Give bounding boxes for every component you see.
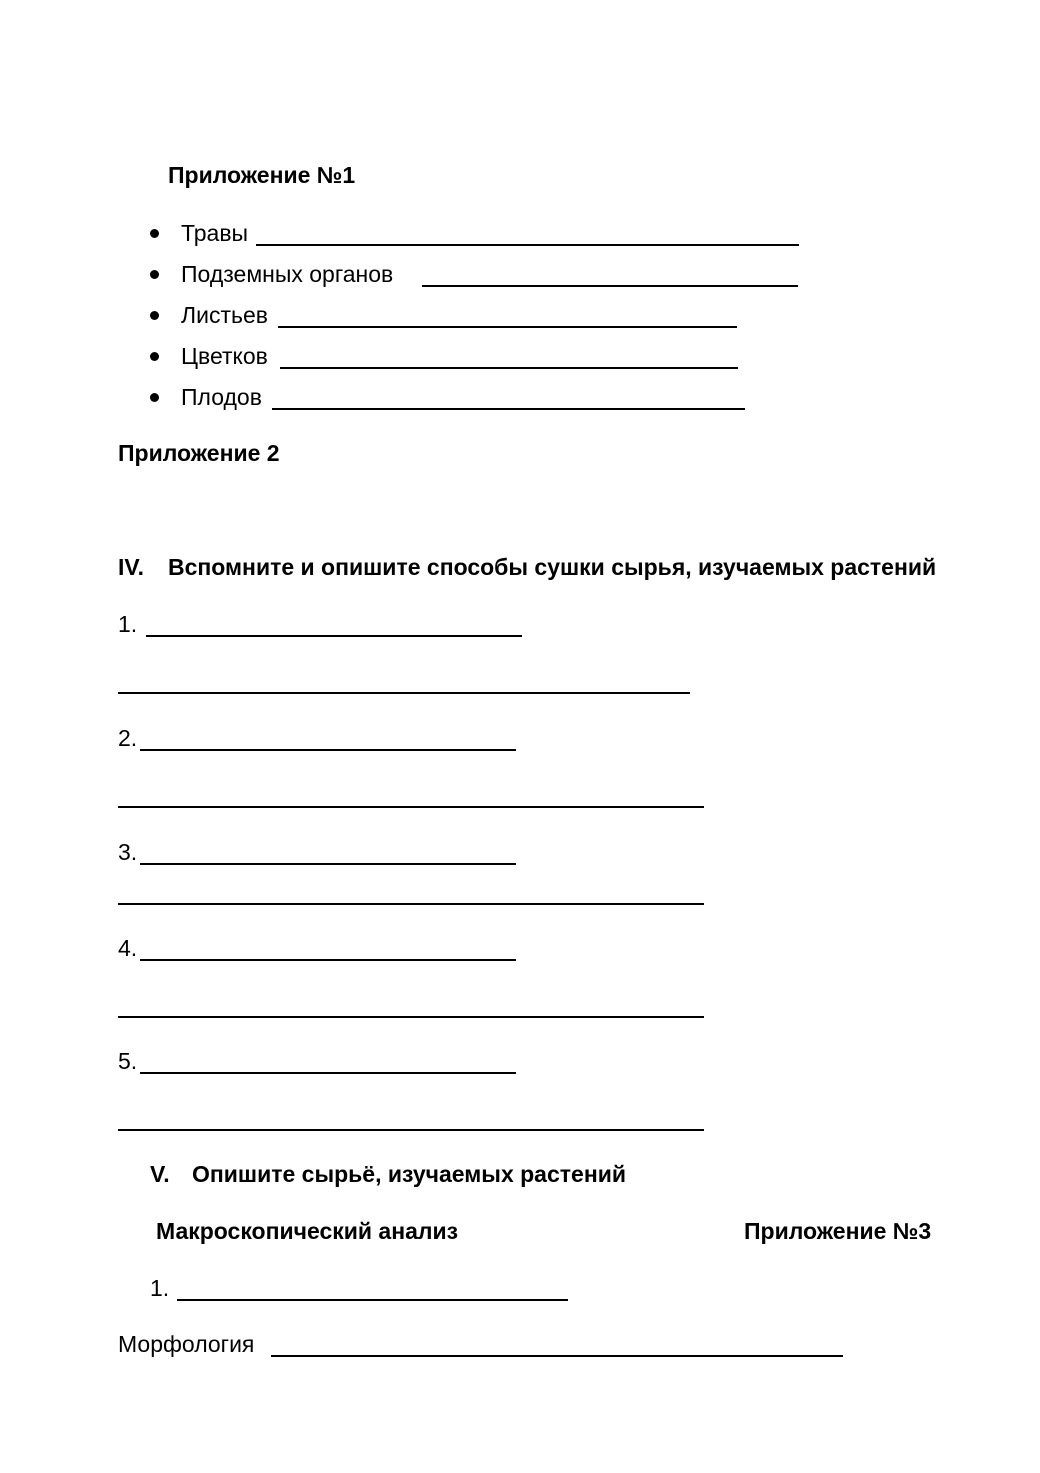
section4-numeral: IV. — [118, 554, 145, 580]
fill-line[interactable] — [146, 635, 522, 637]
fill-line[interactable] — [140, 863, 516, 865]
list-item-label: Подземных органов — [181, 261, 394, 287]
bullet-icon — [150, 229, 159, 238]
fill-line[interactable] — [256, 244, 799, 246]
bullet-icon — [150, 393, 159, 402]
morphology-label: Морфология — [118, 1331, 255, 1357]
fill-line[interactable] — [118, 806, 704, 808]
fill-line[interactable] — [422, 285, 798, 287]
fill-line[interactable] — [140, 959, 516, 961]
fill-line[interactable] — [177, 1299, 568, 1301]
list-item-label: Травы — [181, 220, 249, 246]
fill-line[interactable] — [272, 408, 745, 410]
item-number: 1. — [150, 1275, 170, 1301]
fill-line[interactable] — [118, 1129, 704, 1131]
list-item-label: Листьев — [181, 302, 268, 328]
fill-line[interactable] — [280, 367, 738, 369]
fill-line[interactable] — [278, 326, 737, 328]
section5-title: Опишите сырьё, изучаемых растений — [192, 1161, 626, 1187]
macro-analysis-label: Макроскопический анализ — [156, 1218, 459, 1244]
fill-line[interactable] — [118, 1016, 704, 1018]
list-item-label: Цветков — [181, 343, 268, 369]
item-number: 2. — [118, 725, 138, 751]
appendix1-title: Приложение №1 — [168, 162, 356, 188]
fill-line[interactable] — [118, 692, 690, 694]
appendix3-title: Приложение №3 — [744, 1218, 932, 1244]
fill-line[interactable] — [140, 749, 516, 751]
fill-line[interactable] — [271, 1355, 843, 1357]
item-number: 1. — [118, 611, 138, 637]
item-number: 5. — [118, 1048, 138, 1074]
bullet-icon — [150, 352, 159, 361]
item-number: 3. — [118, 839, 138, 865]
appendix2-title: Приложение 2 — [118, 440, 280, 466]
bullet-icon — [150, 311, 159, 320]
bullet-icon — [150, 270, 159, 279]
section4-title: Вспомните и опишите способы сушки сырья, изучаемых растений — [168, 554, 937, 580]
fill-line[interactable] — [140, 1072, 516, 1074]
section5-numeral: V. — [150, 1161, 170, 1187]
list-item-label: Плодов — [181, 384, 262, 410]
fill-line[interactable] — [118, 903, 704, 905]
item-number: 4. — [118, 935, 138, 961]
